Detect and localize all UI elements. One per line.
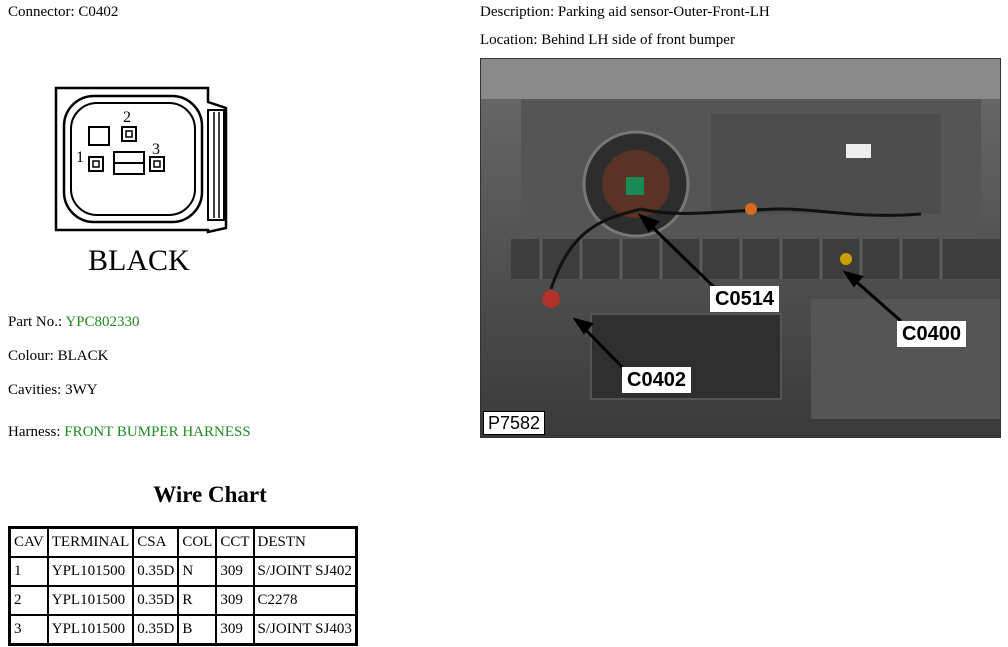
- cavity-number-1: 1: [76, 149, 84, 166]
- cell-col: R: [178, 586, 216, 615]
- cell-cav: 2: [10, 586, 48, 615]
- location-photo: [480, 58, 1001, 438]
- cell-destn: S/JOINT SJ403: [254, 615, 357, 645]
- harness-label: Harness:: [8, 424, 61, 440]
- cell-cav: 3: [10, 615, 48, 645]
- cell-cct: 309: [216, 557, 253, 586]
- cell-cct: 309: [216, 586, 253, 615]
- connector-title: Connector: C0402: [8, 4, 119, 20]
- cell-terminal: YPL101500: [48, 586, 134, 615]
- cavity-number-2: 2: [123, 109, 131, 126]
- cavity-number-3: 3: [152, 141, 160, 158]
- header-col: COL: [178, 528, 216, 558]
- header-cct: CCT: [216, 528, 253, 558]
- header-terminal: TERMINAL: [48, 528, 134, 558]
- part-number-value[interactable]: YPC802330: [65, 314, 140, 330]
- cell-terminal: YPL101500: [48, 557, 134, 586]
- table-row: [10, 586, 357, 615]
- wire-chart-table: [8, 526, 358, 646]
- cell-csa: 0.35D: [133, 615, 178, 645]
- header-cav: CAV: [10, 528, 48, 558]
- cavities-text: Cavities: 3WY: [8, 382, 98, 398]
- cavity-3: [150, 157, 164, 171]
- header-csa: CSA: [133, 528, 178, 558]
- harness-value[interactable]: FRONT BUMPER HARNESS: [64, 424, 251, 440]
- cell-csa: 0.35D: [133, 557, 178, 586]
- header-destn: DESTN: [254, 528, 357, 558]
- cavity-1: [89, 157, 103, 171]
- cell-csa: 0.35D: [133, 586, 178, 615]
- connector-inner-body: [64, 96, 202, 222]
- photo-id-label: P7582: [483, 411, 545, 435]
- cell-col: B: [178, 615, 216, 645]
- part-number-label: Part No.:: [8, 314, 63, 330]
- table-header-row: [10, 528, 357, 558]
- cavity-2: [122, 127, 136, 141]
- cell-cct: 309: [216, 615, 253, 645]
- location-text: Location: Behind LH side of front bumper: [480, 32, 735, 48]
- connector-face-diagram: [38, 82, 238, 282]
- photo-illustration: [481, 59, 1000, 437]
- callout-c0514: C0514: [710, 286, 779, 312]
- callout-c0400: C0400: [897, 321, 966, 347]
- cell-destn: S/JOINT SJ402: [254, 557, 357, 586]
- keyway: [89, 127, 109, 145]
- cell-cav: 1: [10, 557, 48, 586]
- connector-latch: [208, 110, 224, 220]
- wire-chart-title: Wire Chart: [153, 482, 267, 507]
- table-row: [10, 615, 357, 645]
- description-text: Description: Parking aid sensor-Outer-Front-LH: [480, 4, 770, 20]
- part-number: [8, 314, 140, 331]
- cell-terminal: YPL101500: [48, 615, 134, 645]
- connector-color-label: BLACK: [88, 244, 190, 277]
- cell-destn: C2278: [254, 586, 357, 615]
- callout-c0402: C0402: [622, 367, 691, 393]
- table-row: [10, 557, 357, 586]
- colour-text: Colour: BLACK: [8, 348, 109, 364]
- harness: [8, 424, 251, 441]
- cell-col: N: [178, 557, 216, 586]
